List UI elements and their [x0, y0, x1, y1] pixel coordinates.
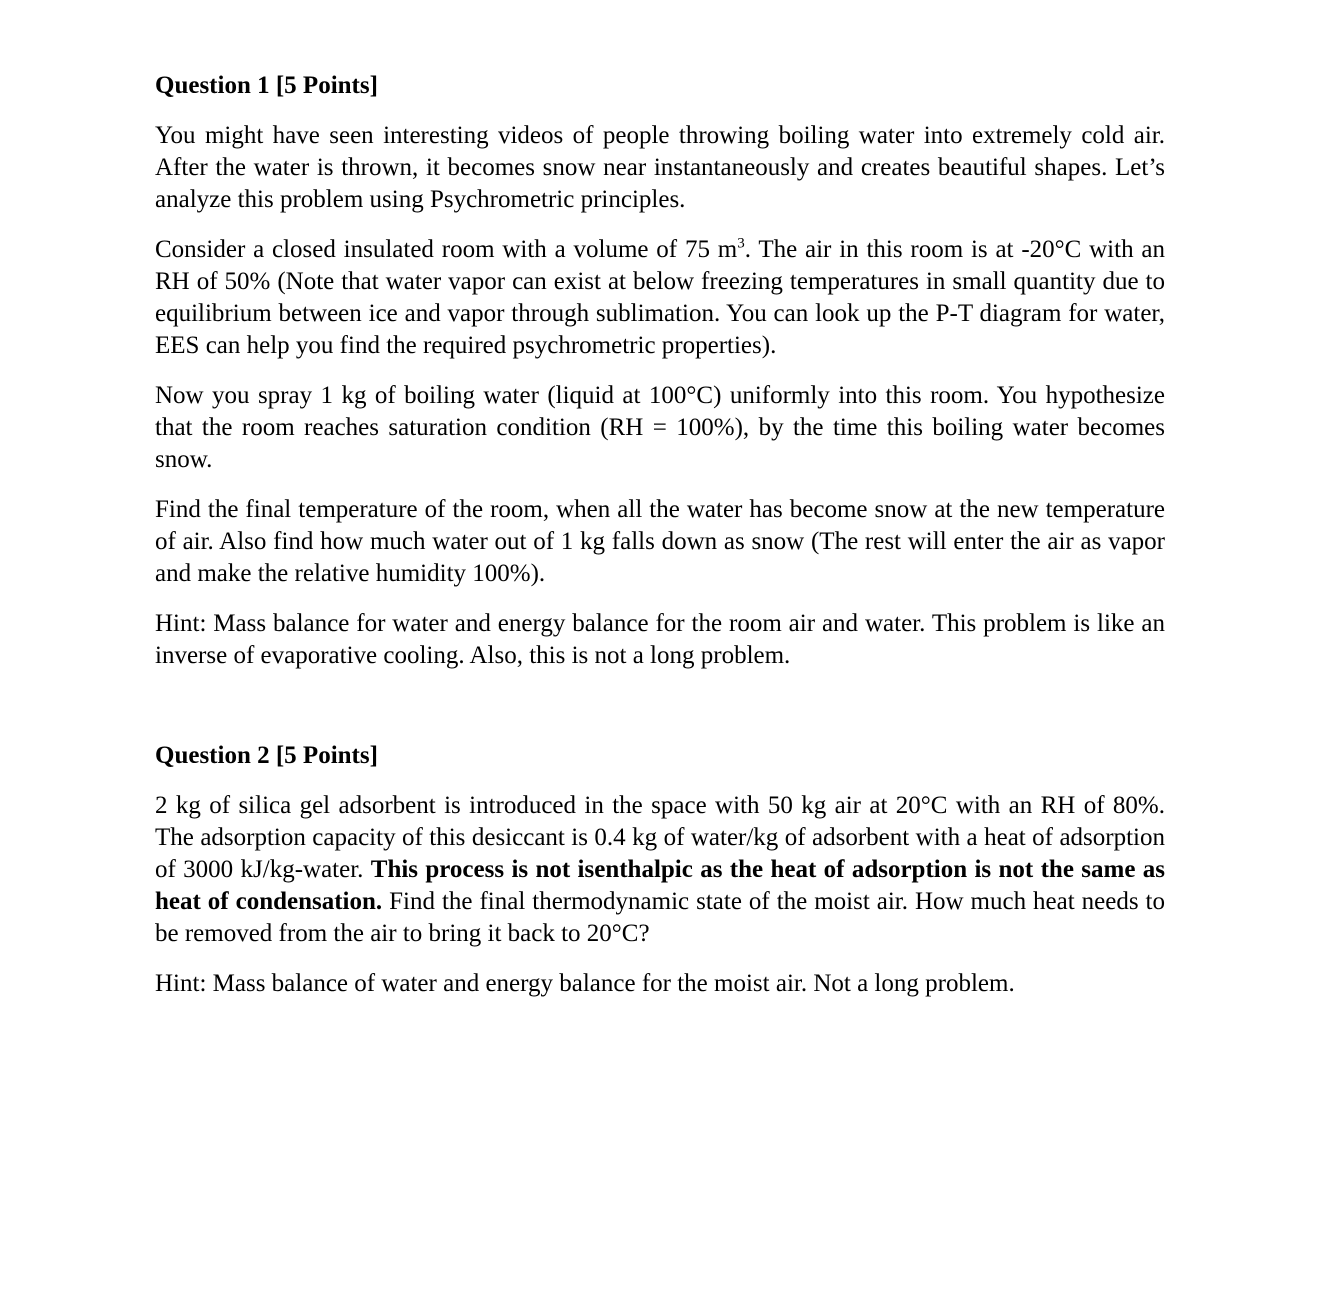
question-1-hint-paragraph: Hint: Mass balance for water and energy balance for the room air and water. This problem is like an inverse of evaporative cooling. Also, this is not a long problem.: [155, 610, 1165, 669]
question-1-task-paragraph: Find the final temperature of the room, when all the water has become snow at the new temperature of air. Also find how much water out of 1 kg falls down as snow (The rest will enter the air as vapor and make the relative humidity 100%).: [155, 496, 1165, 587]
question-1-room-paragraph: [155, 234, 1165, 362]
problem-bold-statement: This process is not isenthalpic as the heat of adsorption is not the same as heat of condensation.: [155, 856, 1165, 915]
room-text-start: Consider a closed insulated room with a volume of 75 m: [155, 236, 738, 263]
document-page: [155, 70, 1165, 1018]
question-2-problem-paragraph: [155, 790, 1165, 950]
problem-text-end: Find the final thermodynamic state of the moist air. How much heat needs to be removed from the air to bring it back to 20°C?: [155, 888, 1165, 947]
section-spacer: [155, 690, 1165, 740]
question-2-heading: Question 2 [5 Points]: [155, 742, 378, 769]
question-1-spray-paragraph: Now you spray 1 kg of boiling water (liquid at 100°C) uniformly into this room. You hypothesize that the room reaches saturation condition (RH = 100%), by the time this boiling water becomes snow.: [155, 382, 1165, 473]
question-1-intro-paragraph: You might have seen interesting videos of people throwing boiling water into extremely cold air. After the water is thrown, it becomes snow near instantaneously and creates beautiful shapes. Let’s analyze this problem using Psychrometric principles.: [155, 122, 1165, 213]
room-text-end: . The air in this room is at -20°C with an RH of 50% (Note that water vapor can exist at below freezing temperatures in small quantity due to equilibrium between ice and vapor through sublimation. You can look up the P-T diagram for water, EES can help you find the required psychrometric properties).: [155, 236, 1165, 359]
problem-text-start: 2 kg of silica gel adsorbent is introduced in the space with 50 kg air at 20°C with an RH of 80%. The adsorption capacity of this desiccant is 0.4 kg of water/kg of adsorbent with a heat of adsorption of 3000 kJ/kg-water.: [155, 792, 1165, 883]
question-1-heading: Question 1 [5 Points]: [155, 72, 378, 99]
cubic-superscript: 3: [737, 235, 745, 252]
question-2-hint-paragraph: Hint: Mass balance of water and energy balance for the moist air. Not a long problem.: [155, 970, 1015, 997]
